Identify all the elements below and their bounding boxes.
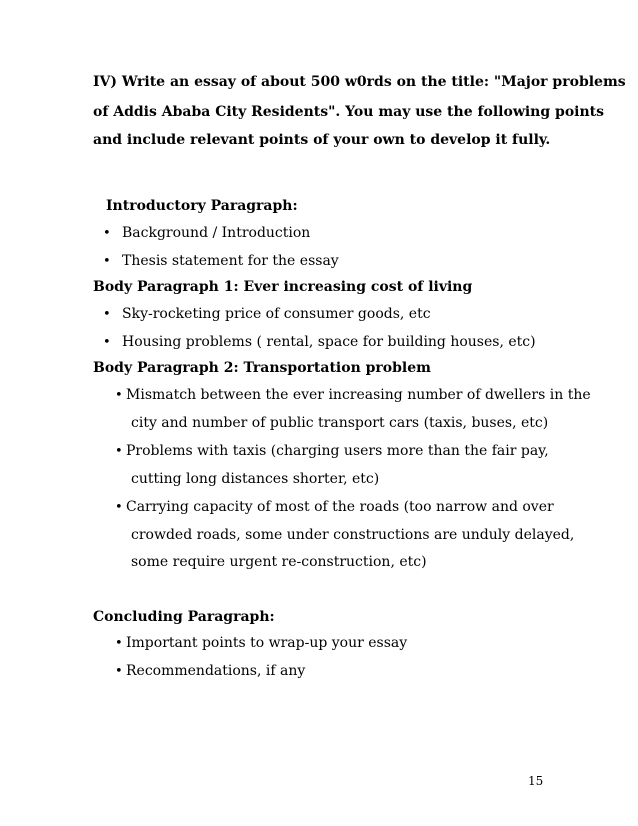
bullet-icon: • xyxy=(115,500,123,515)
intro-item-1: Background / Introduction xyxy=(122,225,311,241)
bullet-icon: • xyxy=(115,664,123,679)
body2-item-3-line-3: some require urgent re-construction, etc) xyxy=(131,554,427,570)
intro-heading: Introductory Paragraph: xyxy=(106,198,298,214)
body2-item-2-line-1: Problems with taxis (charging users more than the fair pay, xyxy=(126,443,549,459)
instruction-line-2: of Addis Ababa City Residents". You may use the following points xyxy=(93,104,604,120)
body2-item-1-line-2: city and number of public transport cars (taxis, buses, etc) xyxy=(131,415,549,431)
body2-item-1-line-1: Mismatch between the ever increasing number of dwellers in the xyxy=(126,387,591,403)
instruction-line-1: IV) Write an essay of about 500 w0rds on the title: "Major problems xyxy=(93,74,626,90)
bullet-icon: • xyxy=(103,226,111,241)
bullet-icon: • xyxy=(115,636,123,651)
bullet-icon: • xyxy=(103,254,111,269)
body2-heading: Body Paragraph 2: Transportation problem xyxy=(93,360,431,376)
instruction-line-3: and include relevant points of your own to develop it fully. xyxy=(93,132,551,148)
bullet-icon: • xyxy=(115,444,123,459)
page-number: 15 xyxy=(528,774,544,788)
bullet-icon: • xyxy=(115,388,123,403)
body2-item-3-line-2: crowded roads, some under constructions are unduly delayed, xyxy=(131,527,575,543)
conclusion-item-1: Important points to wrap-up your essay xyxy=(126,635,408,651)
conclusion-item-2: Recommendations, if any xyxy=(126,663,306,679)
intro-item-2: Thesis statement for the essay xyxy=(122,253,339,269)
body1-item-2: Housing problems ( rental, space for building houses, etc) xyxy=(122,334,536,350)
conclusion-heading: Concluding Paragraph: xyxy=(93,609,275,625)
bullet-icon: • xyxy=(103,307,111,322)
body2-item-2-line-2: cutting long distances shorter, etc) xyxy=(131,471,380,487)
body2-item-3-line-1: Carrying capacity of most of the roads (too narrow and over xyxy=(126,499,554,515)
body1-item-1: Sky-rocketing price of consumer goods, etc xyxy=(122,306,431,322)
bullet-icon: • xyxy=(103,335,111,350)
body1-heading: Body Paragraph 1: Ever increasing cost of living xyxy=(93,279,473,295)
